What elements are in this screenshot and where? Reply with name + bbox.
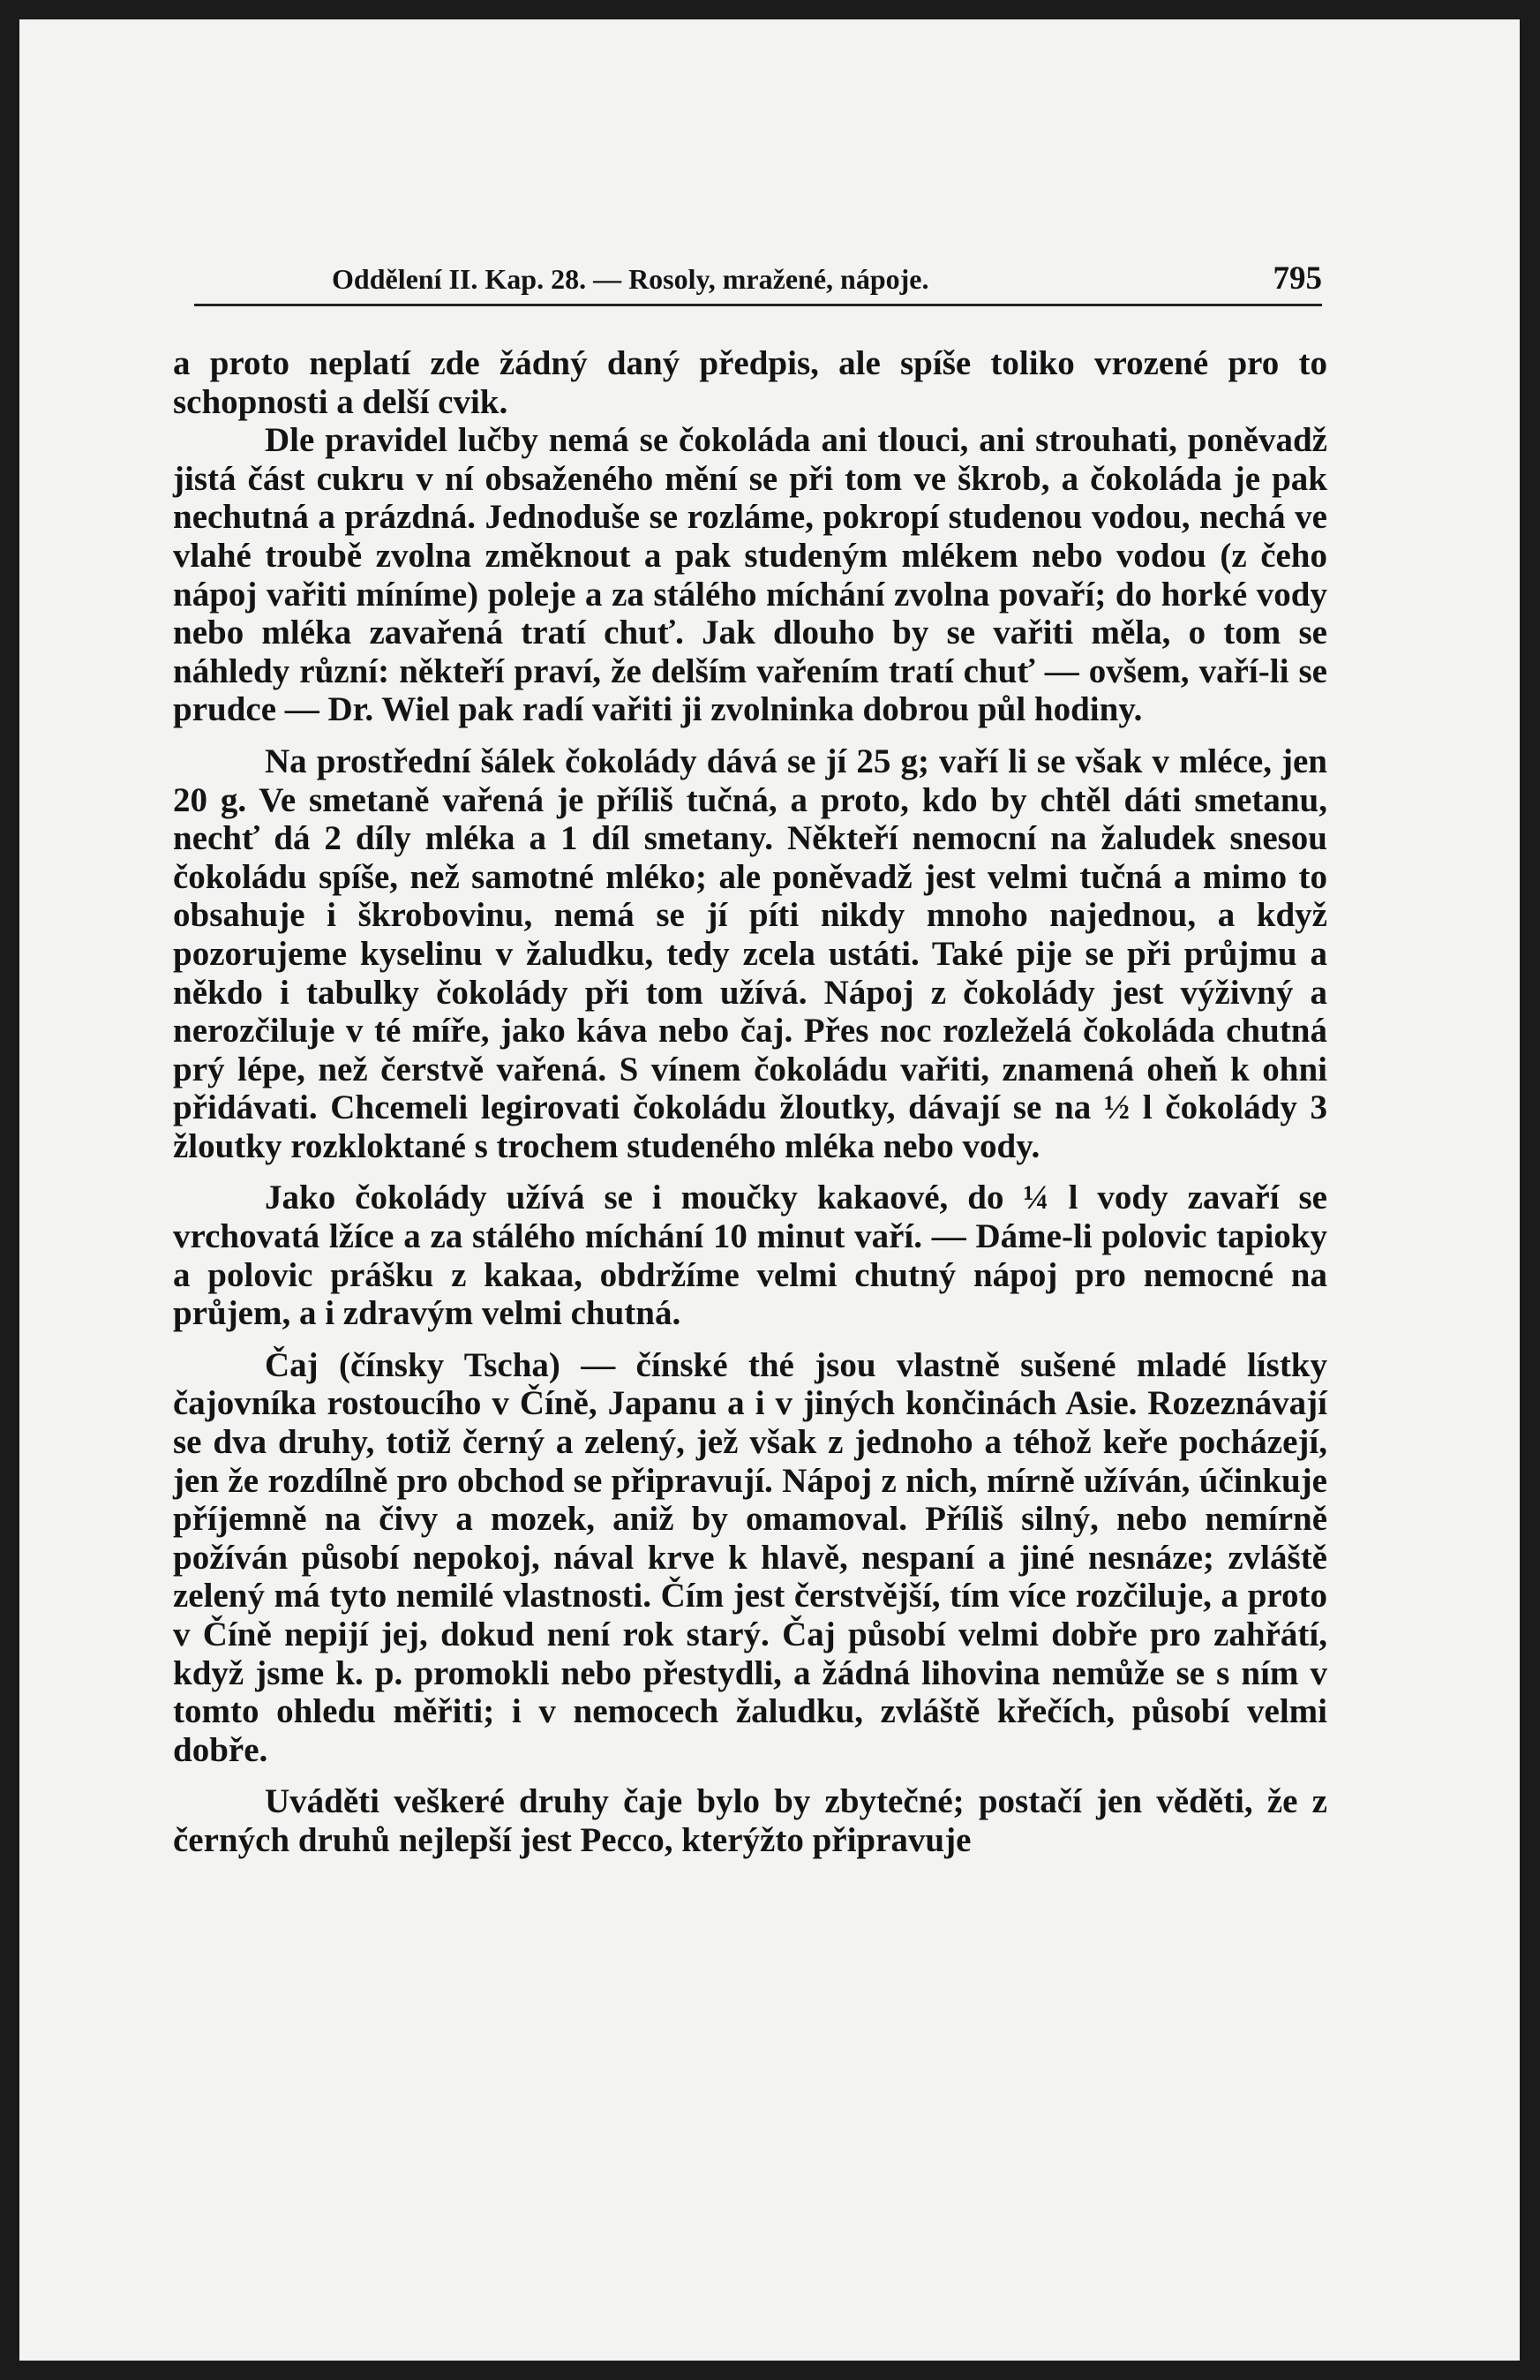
- body-text: [173, 344, 1327, 1860]
- running-head: [194, 260, 1322, 306]
- paragraph-chocolate-preparation: Dle pravidel lučby nemá se čokoláda ani tlouci, ani strouhati, poněvadž jistá část cukru v ní obsaženého mění se při tom ve škrob, a čokoláda je pak nechutná a prázdná. Jednoduše se rozláme, pokropí studenou vodou, nechá ve vlahé troubě zvolna změknout a pak studeným mlékem nebo vodou (z čeho nápoj vařiti míníme) poleje a za stálého míchání zvolna povaří; do horké vody nebo mléka zavařená tratí chuť. Jak dlouho by se vařiti měla, o tom se náhledy různí: někteří praví, že delším vařením tratí chuť — ovšem, vaří-li se prudce — Dr. Wiel pak radí vařiti ji zvolninka dobrou půl hodiny.: [173, 421, 1327, 729]
- paragraph-tea-varieties: Uváděti veškeré druhy čaje bylo by zbytečné; postačí jen věděti, že z černých druhů nejlepší jest Pecco, kterýžto připravuje: [173, 1782, 1327, 1859]
- paragraph-cocoa-powder: Jako čokolády užívá se i moučky kakaové, do ¼ l vody zavaří se vrchovatá lžíce a za stálého míchání 10 minut vaří. — Dáme-li polovic tapioky a polovic prášku z kakaa, obdržíme velmi chutný nápoj pro nemocné na průjem, a i zdravým velmi chutná.: [173, 1179, 1327, 1333]
- book-page: [19, 19, 1520, 2361]
- paragraph-chocolate-serving: Na prostřední šálek čokolády dává se jí 25 g; vaří li se však v mléce, jen 20 g. Ve smetaně vařená je příliš tučná, a proto, kdo by chtěl dáti smetanu, nechť dá 2 díly mléka a 1 díl smetany. Někteří nemocní na žaludek snesou čokoládu spíše, než samotné mléko; ale poněvadž jest velmi tučná a mimo to obsahuje i škrobovinu, nemá se jí píti nikdy mnoho najednou, a když pozorujeme kyselinu v žaludku, tedy zcela ustáti. Také pije se při průjmu a někdo i tabulky čokolády při tom užívá. Nápoj z čokolády jest výživný a nerozčiluje v té míře, jako káva nebo čaj. Přes noc rozleželá čokoláda chutná prý lépe, než čerstvě vařená. S vínem čokoládu vařiti, znamená oheň k ohni přidávati. Chcemeli legirovati čokoládu žloutky, dávají se na ½ l čokolády 3 žloutky rozkloktané s trochem studeného mléka nebo vody.: [173, 742, 1327, 1165]
- paragraph-continuation: a proto neplatí zde žádný daný předpis, ale spíše toliko vrozené pro to schopnosti a delší cvik.: [173, 344, 1327, 421]
- paragraph-tea: Čaj (čínsky Tscha) — čínské thé jsou vlastně sušené mladé lístky čajovníka rostoucího v Číně, Japanu a i v jiných končinách Asie. Rozeznávají se dva druhy, totiž černý a zelený, jež však z jednoho a téhož keře pocházejí, jen že rozdílně pro obchod se připravují. Nápoj z nich, mírně užíván, účinkuje příjemně na čivy a mozek, aniž by omamoval. Příliš silný, nebo nemírně požíván působí nepokoj, nával krve k hlavě, nespaní a jiné nesnáze; zvláště zelený má tyto nemilé vlastnosti. Čím jest čerstvější, tím více rozčiluje, a proto v Číně nepijí jej, dokud není rok starý. Čaj působí velmi dobře pro zahřátí, když jsme k. p. promokli nebo přestydli, a žádná lihovina nemůže se s ním v tomto ohledu měřiti; i v nemocech žaludku, zvláště křečích, působí velmi dobře.: [173, 1345, 1327, 1769]
- page-number: 795: [1273, 260, 1322, 297]
- chapter-title: Oddělení II. Kap. 28. — Rosoly, mražené, nápoje.: [332, 263, 929, 295]
